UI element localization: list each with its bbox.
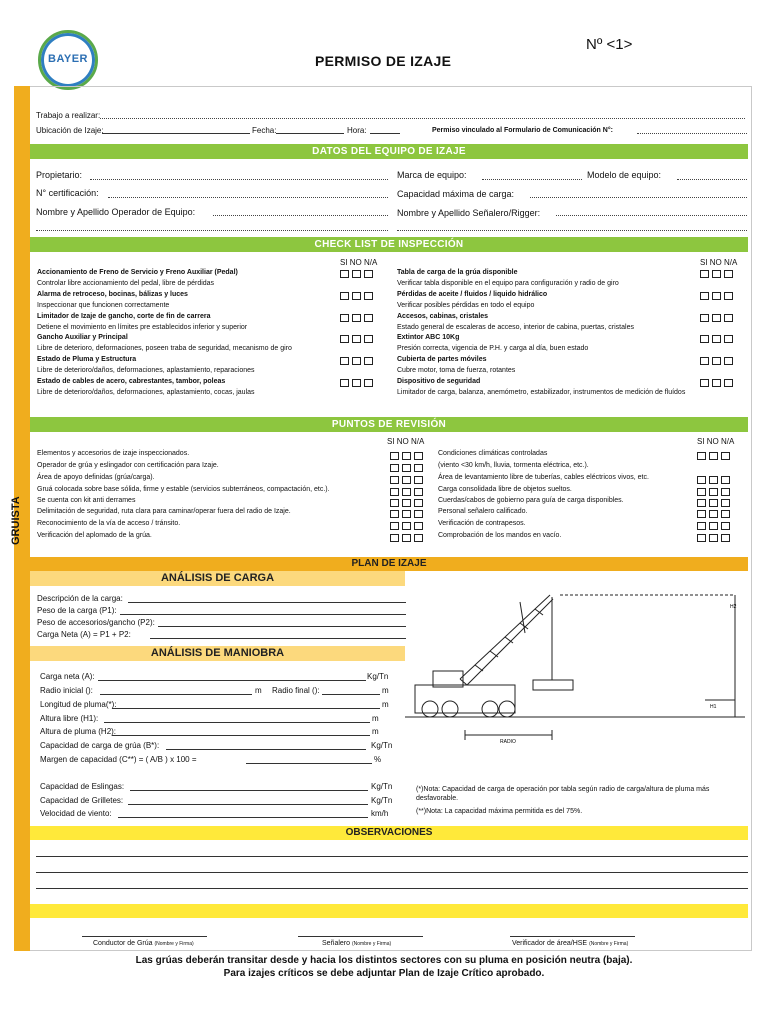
checkbox-no[interactable] bbox=[712, 379, 721, 387]
checklist-checkbox-group bbox=[340, 357, 376, 365]
senalero-label: Nombre y Apellido Señalero/Rigger: bbox=[397, 208, 541, 218]
peso-accesorios-field[interactable] bbox=[158, 626, 406, 627]
operador-field[interactable] bbox=[213, 215, 388, 216]
checklist-checkbox-group bbox=[700, 357, 736, 365]
hora-field[interactable] bbox=[370, 133, 400, 134]
checklist-item-title: Limitador de Izaje de gancho, corte de fin de carrera bbox=[37, 313, 211, 320]
checkbox-no[interactable] bbox=[352, 314, 361, 322]
descripcion-label: Descripción de la carga: bbox=[37, 594, 123, 603]
radio-radio-inicial: Radio inicial (): bbox=[40, 686, 93, 695]
checkbox-no[interactable] bbox=[712, 314, 721, 322]
checklist-item-desc: Verificar posibles pérdidas en todo el equipo bbox=[397, 302, 535, 309]
checkbox-si[interactable] bbox=[390, 534, 399, 542]
checkbox-na[interactable] bbox=[364, 357, 373, 365]
descripcion-field[interactable] bbox=[128, 602, 406, 603]
maniobra-field[interactable] bbox=[112, 708, 380, 709]
checkbox-na[interactable] bbox=[721, 510, 730, 518]
senalero-field[interactable] bbox=[556, 215, 747, 216]
peso-carga-field[interactable] bbox=[120, 614, 406, 615]
certificacion-label: N° certificación: bbox=[36, 188, 99, 198]
puntos-item: Operador de grúa y eslingador con certificación para Izaje. bbox=[37, 462, 219, 469]
marca-label: Marca de equipo: bbox=[397, 170, 467, 180]
checklist-item-desc: Libre de deterioro/daños, deformaciones, aplastamiento, cocas, jaulas bbox=[37, 389, 255, 396]
footer-line-2: Para izajes críticos se debe adjuntar Plan de Izaje Crítico aprobado. bbox=[223, 968, 545, 979]
checkbox-si[interactable] bbox=[697, 534, 706, 542]
checklist-checkbox-group bbox=[340, 314, 376, 322]
checkbox-na[interactable] bbox=[721, 488, 730, 496]
checkbox-no[interactable] bbox=[712, 270, 721, 278]
checklist-item-title: Gancho Auxiliar y Principal bbox=[37, 334, 128, 341]
permiso-label: Permiso vinculado al Formulario de Comunicación N°: bbox=[432, 127, 613, 134]
capacidad-field[interactable] bbox=[530, 197, 747, 198]
checklist-item-title: Accionamiento de Freno de Servicio y Freno Auxiliar (Pedal) bbox=[37, 269, 238, 276]
checkbox-na[interactable] bbox=[724, 379, 733, 387]
firma-verificador-line[interactable] bbox=[510, 936, 635, 937]
checkbox-no[interactable] bbox=[709, 488, 718, 496]
checklist-checkbox-group bbox=[340, 379, 376, 387]
checkbox-si[interactable] bbox=[340, 335, 349, 343]
checkbox-na[interactable] bbox=[721, 499, 730, 507]
checkbox-no[interactable] bbox=[712, 357, 721, 365]
bayer-logo bbox=[38, 30, 98, 90]
maniobra-unit: m bbox=[382, 700, 389, 709]
checkbox-si[interactable] bbox=[390, 476, 399, 484]
checklist-col-header-left: SI NO N/A bbox=[340, 258, 378, 267]
checkbox-no[interactable] bbox=[402, 510, 411, 518]
checklist-item-desc: Presión correcta, vigencia de P.H. y carga al día, buen estado bbox=[397, 345, 589, 352]
ubicacion-label: Ubicación de Izaje: bbox=[36, 126, 104, 135]
puntos-item: Reconocimiento de la vía de acceso / tránsito. bbox=[37, 520, 181, 527]
checklist-item-title: Cubierta de partes móviles bbox=[397, 356, 487, 363]
puntos-col-header-left: SI NO N/A bbox=[387, 437, 425, 446]
checkbox-si[interactable] bbox=[390, 452, 399, 460]
maniobra-unit: m bbox=[372, 714, 379, 723]
checkbox-na[interactable] bbox=[414, 522, 423, 530]
permiso-field[interactable] bbox=[637, 133, 747, 134]
puntos-item: Gruá colocada sobre base sólida, firme y estable (servicios subterráneos, compactación, etc.). bbox=[37, 486, 330, 493]
maniobra-field[interactable] bbox=[104, 722, 370, 723]
checkbox-no[interactable] bbox=[402, 522, 411, 530]
checkbox-no[interactable] bbox=[352, 270, 361, 278]
observaciones-line-3[interactable] bbox=[36, 888, 748, 889]
checkbox-si[interactable] bbox=[697, 488, 706, 496]
footer-line-1: Las grúas deberán transitar desde y hacia los distintos sectores con su pluma en posición neutra (baja). bbox=[135, 955, 633, 966]
checkbox-si[interactable] bbox=[697, 452, 706, 460]
maniobra-label: Capacidad de Grilletes: bbox=[40, 796, 124, 805]
maniobra-label: Altura libre (H1): bbox=[40, 714, 99, 723]
checkbox-na[interactable] bbox=[364, 335, 373, 343]
checkbox-no[interactable] bbox=[352, 292, 361, 300]
checklist-checkbox-group bbox=[340, 292, 376, 300]
maniobra-label: Longitud de pluma(*): bbox=[40, 700, 117, 709]
puntos-item: Delimitación de seguridad, ruta clara para caminar/operar fuera del radio de Izaje. bbox=[37, 508, 291, 515]
maniobra-unit: Kg/Tn bbox=[371, 796, 393, 805]
checkbox-si[interactable] bbox=[700, 270, 709, 278]
carga-neta-label: Carga Neta (A) = P1 + P2: bbox=[37, 630, 131, 639]
checkbox-na[interactable] bbox=[414, 510, 423, 518]
checklist-item-title: Accesos, cabinas, cristales bbox=[397, 313, 489, 320]
maniobra-unit: m bbox=[372, 727, 379, 736]
checklist-checkbox-group bbox=[700, 314, 736, 322]
puntos-checkbox-group bbox=[697, 534, 733, 542]
checkbox-no[interactable] bbox=[352, 335, 361, 343]
checklist-item-desc: Libre de deterioro/daños, deformaciones, aplastamiento, reparaciones bbox=[37, 367, 255, 374]
puntos-checkbox-group bbox=[390, 452, 426, 460]
checkbox-si[interactable] bbox=[340, 379, 349, 387]
checklist-item-desc: Verificar tabla disponible en el equipo para configuración y radio de giro bbox=[397, 280, 619, 287]
checklist-checkbox-group bbox=[700, 335, 736, 343]
checkbox-no[interactable] bbox=[712, 335, 721, 343]
checkbox-no[interactable] bbox=[709, 452, 718, 460]
puntos-col-header-right: SI NO N/A bbox=[697, 437, 735, 446]
maniobra-label: Margen de capacidad (C**) = ( A/B ) x 100 = bbox=[40, 755, 197, 764]
puntos-item: Condiciones climáticas controladas bbox=[438, 450, 548, 457]
trabajo-field[interactable] bbox=[100, 118, 745, 119]
checklist-item-desc: Estado general de escaleras de acceso, interior de cabina, puertas, cristales bbox=[397, 324, 634, 331]
checklist-item-title: Pérdidas de aceite / fluidos / liquido hidrálico bbox=[397, 291, 548, 298]
puntos-item: Área de levantamiento libre de tuberías, cables eléctricos vivos, etc. bbox=[438, 474, 649, 481]
checklist-item-title: Alarma de retroceso, bocinas, bálizas y luces bbox=[37, 291, 188, 298]
datos-header: DATOS DEL EQUIPO DE IZAJE bbox=[30, 144, 748, 159]
checkbox-no[interactable] bbox=[402, 464, 411, 472]
radio-radio-final: Radio final (): bbox=[272, 686, 320, 695]
operador-label: Nombre y Apellido Operador de Equipo: bbox=[36, 207, 196, 217]
checklist-item-desc: Limitador de carga, balanza, anemómetro, estabilizador, instrumentos de medición de fluídos bbox=[397, 389, 686, 396]
modelo-field[interactable] bbox=[677, 179, 747, 180]
checkbox-no[interactable] bbox=[352, 379, 361, 387]
checklist-col-header-right: SI NO N/A bbox=[700, 258, 738, 267]
checkbox-si[interactable] bbox=[340, 314, 349, 322]
carga-neta-field[interactable] bbox=[150, 638, 406, 639]
checkbox-na[interactable] bbox=[364, 379, 373, 387]
puntos-item: Verificación del aplomado de la grúa. bbox=[37, 532, 152, 539]
maniobra-unit: Kg/Tn bbox=[371, 741, 393, 750]
checkbox-na[interactable] bbox=[364, 270, 373, 278]
puntos-checkbox-group bbox=[697, 488, 733, 496]
maniobra-label: Carga neta (A): bbox=[40, 672, 95, 681]
checkbox-si[interactable] bbox=[697, 522, 706, 530]
puntos-item: Se cuenta con kit anti derrames bbox=[37, 497, 136, 504]
checkbox-si[interactable] bbox=[340, 292, 349, 300]
puntos-item: Carga consolidada libre de objetos sueltos. bbox=[438, 486, 572, 493]
checklist-item-desc: Cubre motor, toma de fuerza, rotantes bbox=[397, 367, 516, 374]
trabajo-label: Trabajo a realizar: bbox=[36, 111, 101, 120]
note-capacidad-maxima: (**)Nota: La capacidad máxima permitida es del 75%. bbox=[416, 808, 583, 815]
puntos-checkbox-group bbox=[390, 476, 426, 484]
maniobra-field[interactable] bbox=[112, 735, 370, 736]
note-capacidad-operacion: (*)Nota: Capacidad de carga de operación por tabla según radio de carga/altura de pluma más desfavorable. bbox=[416, 786, 710, 802]
checklist-checkbox-group bbox=[340, 270, 376, 278]
checklist-checkbox-group bbox=[700, 379, 736, 387]
checkbox-si[interactable] bbox=[340, 270, 349, 278]
observaciones-header: OBSERVACIONES bbox=[30, 826, 748, 840]
checkbox-na[interactable] bbox=[721, 522, 730, 530]
marca-field[interactable] bbox=[482, 179, 582, 180]
capacidad-label: Capacidad máxima de carga: bbox=[397, 189, 515, 199]
radio-radio-inicial-u: m bbox=[255, 686, 262, 695]
firma-verificador-label: Verificador de área/HSE (Nombre y Firma) bbox=[512, 940, 629, 947]
checklist-item-desc: Inspeccionar que funcionen correctamente bbox=[37, 302, 170, 309]
maniobra-label: Capacidad de Eslingas: bbox=[40, 782, 125, 791]
checklist-item-desc: Controlar libre accionamiento del pedal, libre de pérdidas bbox=[37, 280, 215, 287]
checkbox-si[interactable] bbox=[390, 499, 399, 507]
checkbox-na[interactable] bbox=[724, 335, 733, 343]
peso-accesorios-label: Peso de accesorios/gancho (P2): bbox=[37, 618, 155, 627]
checkbox-si[interactable] bbox=[390, 464, 399, 472]
maniobra-header: ANÁLISIS DE MANIOBRA bbox=[30, 646, 405, 661]
observaciones-line-1[interactable] bbox=[36, 856, 748, 857]
checklist-item-title: Estado de Pluma y Estructura bbox=[37, 356, 137, 363]
checkbox-na[interactable] bbox=[724, 270, 733, 278]
checklist-item-title: Extintor ABC 10Kg bbox=[397, 334, 460, 341]
checkbox-no[interactable] bbox=[709, 476, 718, 484]
checkbox-si[interactable] bbox=[697, 476, 706, 484]
puntos-checkbox-group bbox=[697, 476, 733, 484]
checkbox-no[interactable] bbox=[709, 510, 718, 518]
puntos-item: Personal señalero calificado. bbox=[438, 508, 528, 515]
puntos-item: Área de apoyo definidas (grúa/carga). bbox=[37, 474, 155, 481]
checkbox-no[interactable] bbox=[402, 488, 411, 496]
checkbox-na[interactable] bbox=[364, 292, 373, 300]
firma-conductor-line[interactable] bbox=[82, 936, 207, 937]
fecha-field[interactable] bbox=[276, 133, 344, 134]
observaciones-line-2[interactable] bbox=[36, 872, 748, 873]
checkbox-si[interactable] bbox=[700, 379, 709, 387]
checkbox-na[interactable] bbox=[364, 314, 373, 322]
peso-carga-label: Peso de la carga (P1): bbox=[37, 606, 117, 615]
checkbox-na[interactable] bbox=[414, 476, 423, 484]
checkbox-no[interactable] bbox=[709, 499, 718, 507]
checkbox-na[interactable] bbox=[414, 464, 423, 472]
checkbox-na[interactable] bbox=[414, 499, 423, 507]
fecha-label: Fecha: bbox=[252, 126, 277, 135]
checkbox-si[interactable] bbox=[700, 292, 709, 300]
checkbox-si[interactable] bbox=[697, 510, 706, 518]
puntos-checkbox-group bbox=[390, 510, 426, 518]
checkbox-no[interactable] bbox=[402, 476, 411, 484]
checkbox-no[interactable] bbox=[402, 534, 411, 542]
checkbox-na[interactable] bbox=[414, 452, 423, 460]
plan-header: PLAN DE IZAJE bbox=[30, 557, 748, 571]
checkbox-si[interactable] bbox=[390, 510, 399, 518]
radio-radio-final-u: m bbox=[382, 686, 389, 695]
checklist-checkbox-group bbox=[340, 335, 376, 343]
checklist-header: CHECK LIST DE INSPECCIÓN bbox=[30, 237, 748, 252]
diagram-radio-label: RADIO bbox=[500, 739, 516, 745]
crane-diagram bbox=[405, 575, 750, 755]
checkbox-no[interactable] bbox=[352, 357, 361, 365]
checklist-checkbox-group bbox=[700, 270, 736, 278]
checkbox-no[interactable] bbox=[709, 534, 718, 542]
propietario-label: Propietario: bbox=[36, 170, 83, 180]
checkbox-si[interactable] bbox=[700, 335, 709, 343]
checkbox-na[interactable] bbox=[724, 292, 733, 300]
maniobra-field[interactable] bbox=[166, 749, 366, 750]
maniobra-field[interactable] bbox=[118, 817, 368, 818]
hora-label: Hora: bbox=[347, 126, 367, 135]
maniobra-unit: Kg/Tn bbox=[371, 782, 393, 791]
maniobra-unit: km/h bbox=[371, 809, 389, 818]
datos-extra-field-left[interactable] bbox=[36, 230, 388, 231]
puntos-item: Verificación de contrapesos. bbox=[438, 520, 526, 527]
puntos-item: Elementos y accesorios de izaje inspeccionados. bbox=[37, 450, 190, 457]
puntos-checkbox-group bbox=[697, 522, 733, 530]
firma-senalero-label: Señalero (Nombre y Firma) bbox=[322, 940, 392, 947]
puntos-checkbox-group bbox=[697, 499, 733, 507]
radio-field[interactable] bbox=[322, 694, 380, 695]
puntos-checkbox-group bbox=[697, 452, 733, 460]
checklist-item-desc: Detiene el movimiento en límites pre establecidos inferior y superior bbox=[37, 324, 248, 331]
diagram-h2-label: H2 bbox=[730, 604, 737, 610]
puntos-checkbox-group bbox=[390, 534, 426, 542]
puntos-checkbox-group bbox=[390, 499, 426, 507]
checkbox-si[interactable] bbox=[697, 499, 706, 507]
logo-text: BAYER bbox=[48, 53, 88, 65]
carga-header: ANÁLISIS DE CARGA bbox=[30, 571, 405, 586]
checkbox-si[interactable] bbox=[390, 488, 399, 496]
checkbox-na[interactable] bbox=[414, 488, 423, 496]
maniobra-field[interactable] bbox=[130, 790, 368, 791]
maniobra-field[interactable] bbox=[98, 680, 366, 681]
radio-field[interactable] bbox=[100, 694, 252, 695]
checkbox-na[interactable] bbox=[721, 534, 730, 542]
maniobra-unit: Kg/Tn bbox=[367, 672, 389, 681]
maniobra-label: Altura de pluma (H2): bbox=[40, 727, 117, 736]
sidebar-label: GRUISTA bbox=[10, 496, 22, 545]
datos-extra-field-right[interactable] bbox=[397, 230, 747, 231]
maniobra-unit: % bbox=[374, 755, 382, 764]
propietario-field[interactable] bbox=[90, 179, 388, 180]
puntos-checkbox-group bbox=[697, 510, 733, 518]
checklist-item-title: Tabla de carga de la grúa disponible bbox=[397, 269, 518, 276]
checkbox-na[interactable] bbox=[724, 314, 733, 322]
observaciones-highlight bbox=[30, 904, 748, 918]
checkbox-na[interactable] bbox=[721, 452, 730, 460]
certificacion-field[interactable] bbox=[108, 197, 388, 198]
page-title: PERMISO DE IZAJE bbox=[315, 53, 452, 69]
checkbox-no[interactable] bbox=[402, 452, 411, 460]
checkbox-si[interactable] bbox=[390, 522, 399, 530]
puntos-item: Cuerdas/cabos de gobierno para guía de carga disponibles. bbox=[438, 497, 624, 504]
puntos-checkbox-group bbox=[390, 488, 426, 496]
puntos-checkbox-group bbox=[390, 464, 426, 472]
checkbox-si[interactable] bbox=[700, 357, 709, 365]
maniobra-label: Velocidad de viento: bbox=[40, 809, 112, 818]
checklist-item-title: Dispositivo de seguridad bbox=[397, 378, 481, 385]
maniobra-field[interactable] bbox=[128, 804, 368, 805]
checklist-checkbox-group bbox=[700, 292, 736, 300]
checkbox-no[interactable] bbox=[712, 292, 721, 300]
maniobra-label: Capacidad de carga de grúa (B*): bbox=[40, 741, 160, 750]
checklist-item-title: Estado de cables de acero, cabrestantes, tambor, poleas bbox=[37, 378, 226, 385]
checkbox-na[interactable] bbox=[414, 534, 423, 542]
checkbox-no[interactable] bbox=[709, 522, 718, 530]
maniobra-field[interactable] bbox=[246, 763, 372, 764]
checkbox-no[interactable] bbox=[402, 499, 411, 507]
puntos-checkbox-group bbox=[390, 522, 426, 530]
firma-conductor-label: Conductor de Grúa (Nombre y Firma) bbox=[93, 940, 194, 947]
modelo-label: Modelo de equipo: bbox=[587, 170, 662, 180]
checkbox-na[interactable] bbox=[724, 357, 733, 365]
puntos-item: (viento <30 km/h, lluvia, tormenta eléctrica, etc.). bbox=[438, 462, 589, 469]
document-number: Nº <1> bbox=[586, 36, 633, 53]
puntos-header: PUNTOS DE REVISIÓN bbox=[30, 417, 748, 432]
checklist-item-desc: Libre de deterioro, deformaciones, poseen traba de seguridad, mecanismo de giro bbox=[37, 345, 292, 352]
checkbox-na[interactable] bbox=[721, 476, 730, 484]
diagram-h1-label: H1 bbox=[710, 704, 717, 710]
checkbox-si[interactable] bbox=[700, 314, 709, 322]
puntos-item: Comprobación de los mandos en vacío. bbox=[438, 532, 562, 539]
firma-senalero-line[interactable] bbox=[298, 936, 423, 937]
ubicacion-field[interactable] bbox=[102, 133, 250, 134]
checkbox-si[interactable] bbox=[340, 357, 349, 365]
